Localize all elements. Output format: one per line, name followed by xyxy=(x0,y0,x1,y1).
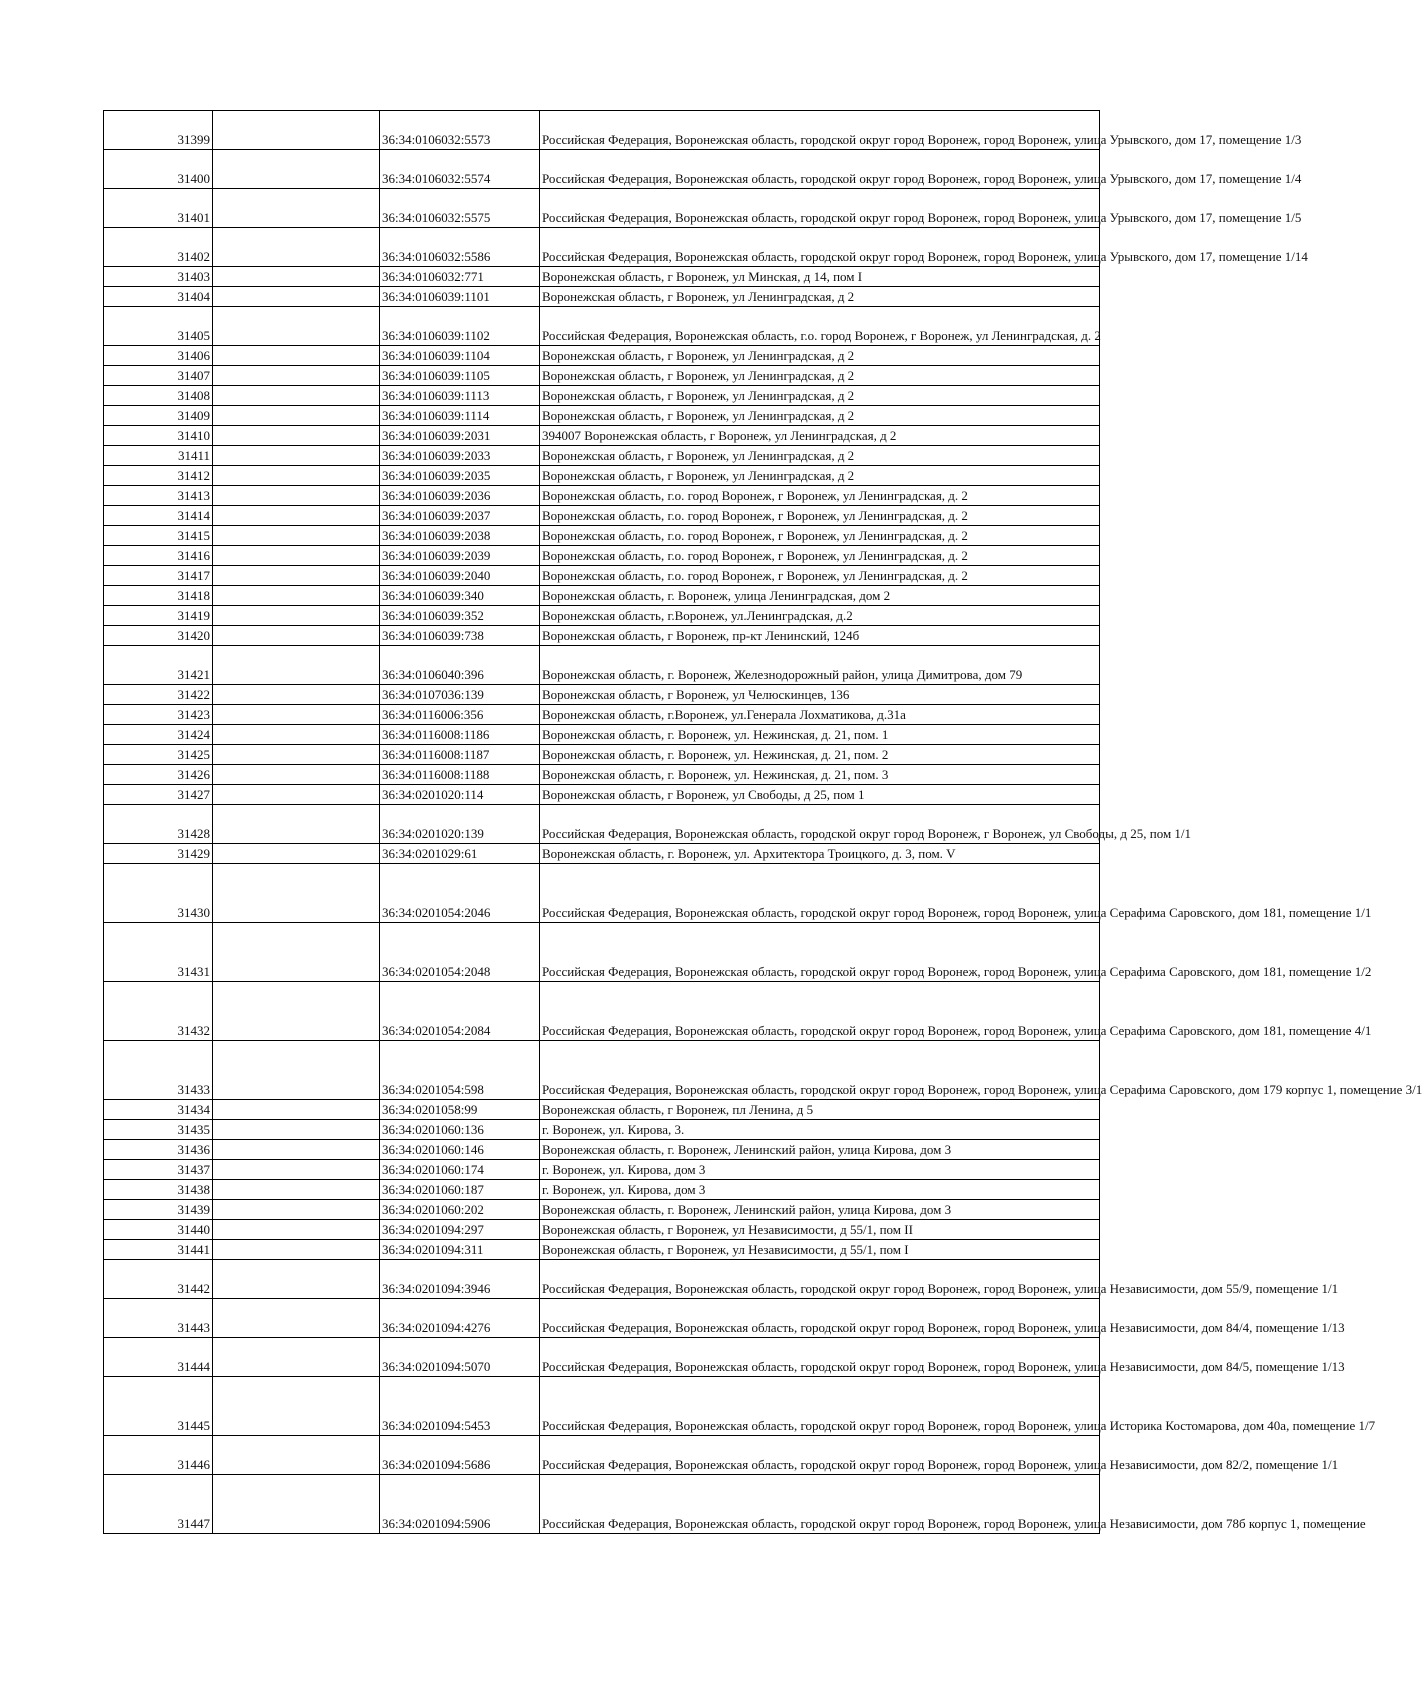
table-row xyxy=(104,346,1100,366)
address: Воронежская область, г. Воронеж, ул. Нежинская, д. 21, пом. 1 xyxy=(540,725,1100,745)
table-row xyxy=(104,1220,1100,1240)
address: Воронежская область, г Воронеж, ул Независимости, д 55/1, пом I xyxy=(540,1240,1100,1260)
empty-cell xyxy=(213,1260,380,1299)
row-number: 31440 xyxy=(104,1220,213,1240)
cadastral-number: 36:34:0106039:1114 xyxy=(380,406,540,426)
table-row xyxy=(104,685,1100,705)
address: Воронежская область, г. Воронеж, ул. Нежинская, д. 21, пом. 2 xyxy=(540,745,1100,765)
table-row xyxy=(104,1377,1100,1436)
row-number: 31404 xyxy=(104,287,213,307)
row-number: 31418 xyxy=(104,586,213,606)
cadastral-number: 36:34:0201054:598 xyxy=(380,1041,540,1100)
table-row xyxy=(104,1200,1100,1220)
address: Российская Федерация, Воронежская область, городской округ город Воронеж, г Воронеж, ул Свободы, д 25, пом 1/1 xyxy=(540,805,1100,844)
address: Российская Федерация, Воронежская область, городской округ город Воронеж, город Воронеж, улица Независимости, дом 82/2, помещение 1/1 xyxy=(540,1436,1100,1475)
cadastral-number: 36:34:0106039:2036 xyxy=(380,486,540,506)
empty-cell xyxy=(213,626,380,646)
address: Воронежская область, г Воронеж, ул Ленинградская, д 2 xyxy=(540,366,1100,386)
address: Российская Федерация, Воронежская область, городской округ город Воронеж, город Воронеж, улица Серафима Саровского, дом 179 корпус 1, помещение 3/1 xyxy=(540,1041,1100,1100)
cadastral-number: 36:34:0106039:1104 xyxy=(380,346,540,366)
cadastral-number: 36:34:0106039:2040 xyxy=(380,566,540,586)
table-row xyxy=(104,1436,1100,1475)
empty-cell xyxy=(213,586,380,606)
cadastral-number: 36:34:0106032:5574 xyxy=(380,150,540,189)
cadastral-number: 36:34:0201060:146 xyxy=(380,1140,540,1160)
cadastral-number: 36:34:0106032:5575 xyxy=(380,189,540,228)
address: г. Воронеж, ул. Кирова, дом 3 xyxy=(540,1180,1100,1200)
cadastral-number: 36:34:0201054:2048 xyxy=(380,923,540,982)
table-row xyxy=(104,606,1100,626)
table-row xyxy=(104,805,1100,844)
table-row xyxy=(104,1160,1100,1180)
row-number: 31424 xyxy=(104,725,213,745)
row-number: 31427 xyxy=(104,785,213,805)
cadastral-number: 36:34:0106039:1102 xyxy=(380,307,540,346)
cadastral-number: 36:34:0201060:187 xyxy=(380,1180,540,1200)
cadastral-number: 36:34:0106039:2031 xyxy=(380,426,540,446)
cadastral-number: 36:34:0106039:2038 xyxy=(380,526,540,546)
row-number: 31425 xyxy=(104,745,213,765)
cadastral-number: 36:34:0106039:2039 xyxy=(380,546,540,566)
row-number: 31430 xyxy=(104,864,213,923)
empty-cell xyxy=(213,606,380,626)
row-number: 31442 xyxy=(104,1260,213,1299)
empty-cell xyxy=(213,1180,380,1200)
table-row xyxy=(104,1260,1100,1299)
table-row xyxy=(104,426,1100,446)
row-number: 31415 xyxy=(104,526,213,546)
address: Воронежская область, г.Воронеж, ул.Генерала Лохматикова, д.31а xyxy=(540,705,1100,725)
address: Воронежская область, г.о. город Воронеж, г Воронеж, ул Ленинградская, д. 2 xyxy=(540,506,1100,526)
cadastral-number: 36:34:0201094:297 xyxy=(380,1220,540,1240)
cadastral-number: 36:34:0201029:61 xyxy=(380,844,540,864)
address: Воронежская область, г. Воронеж, ул. Нежинская, д. 21, пом. 3 xyxy=(540,765,1100,785)
address: Российская Федерация, Воронежская область, городской округ город Воронеж, город Воронеж, улица Урывского, дом 17, помещение 1/14 xyxy=(540,228,1100,267)
address: Воронежская область, г.Воронеж, ул.Ленинградская, д.2 xyxy=(540,606,1100,626)
cadastral-number: 36:34:0106032:771 xyxy=(380,267,540,287)
address: Воронежская область, г. Воронеж, ул. Архитектора Троицкого, д. 3, пом. V xyxy=(540,844,1100,864)
table-row xyxy=(104,546,1100,566)
empty-cell xyxy=(213,1436,380,1475)
empty-cell xyxy=(213,805,380,844)
cadastral-number: 36:34:0201020:114 xyxy=(380,785,540,805)
row-number: 31433 xyxy=(104,1041,213,1100)
row-number: 31439 xyxy=(104,1200,213,1220)
address: Воронежская область, г Воронеж, ул Независимости, д 55/1, пом II xyxy=(540,1220,1100,1240)
table-row xyxy=(104,586,1100,606)
address: Воронежская область, г Воронеж, ул Ленинградская, д 2 xyxy=(540,406,1100,426)
empty-cell xyxy=(213,982,380,1041)
table-row xyxy=(104,725,1100,745)
table-row xyxy=(104,765,1100,785)
row-number: 31421 xyxy=(104,646,213,685)
table-row xyxy=(104,646,1100,685)
row-number: 31447 xyxy=(104,1475,213,1534)
empty-cell xyxy=(213,685,380,705)
row-number: 31403 xyxy=(104,267,213,287)
cadastral-number: 36:34:0201058:99 xyxy=(380,1100,540,1120)
empty-cell xyxy=(213,844,380,864)
cadastral-number: 36:34:0201020:139 xyxy=(380,805,540,844)
address: Воронежская область, г Воронеж, ул Ленинградская, д 2 xyxy=(540,446,1100,466)
cadastral-number: 36:34:0106032:5586 xyxy=(380,228,540,267)
empty-cell xyxy=(213,1100,380,1120)
row-number: 31428 xyxy=(104,805,213,844)
address: Российская Федерация, Воронежская область, городской округ город Воронеж, город Воронеж, улица Независимости, дом 78б корпус 1, помещение xyxy=(540,1475,1100,1534)
cadastral-number: 36:34:0201094:5906 xyxy=(380,1475,540,1534)
row-number: 31414 xyxy=(104,506,213,526)
table-row xyxy=(104,1140,1100,1160)
empty-cell xyxy=(213,1299,380,1338)
empty-cell xyxy=(213,506,380,526)
row-number: 31410 xyxy=(104,426,213,446)
cadastral-number: 36:34:0107036:139 xyxy=(380,685,540,705)
cadastral-number: 36:34:0106039:738 xyxy=(380,626,540,646)
address: г. Воронеж, ул. Кирова, 3. xyxy=(540,1120,1100,1140)
empty-cell xyxy=(213,111,380,150)
cadastral-number: 36:34:0106039:340 xyxy=(380,586,540,606)
cadastral-number: 36:34:0106039:1101 xyxy=(380,287,540,307)
table-row xyxy=(104,307,1100,346)
table-row xyxy=(104,287,1100,307)
row-number: 31435 xyxy=(104,1120,213,1140)
address: Воронежская область, г.о. город Воронеж, г Воронеж, ул Ленинградская, д. 2 xyxy=(540,486,1100,506)
row-number: 31401 xyxy=(104,189,213,228)
cadastral-number: 36:34:0106039:352 xyxy=(380,606,540,626)
address: Российская Федерация, Воронежская область, городской округ город Воронеж, город Воронеж, улица Урывского, дом 17, помещение 1/5 xyxy=(540,189,1100,228)
table-row xyxy=(104,982,1100,1041)
address: Воронежская область, г Воронеж, ул Ленинградская, д 2 xyxy=(540,346,1100,366)
table-row xyxy=(104,406,1100,426)
address: Воронежская область, г. Воронеж, улица Ленинградская, дом 2 xyxy=(540,586,1100,606)
cadastral-number: 36:34:0201094:311 xyxy=(380,1240,540,1260)
row-number: 31445 xyxy=(104,1377,213,1436)
table-row xyxy=(104,785,1100,805)
empty-cell xyxy=(213,725,380,745)
empty-cell xyxy=(213,150,380,189)
empty-cell xyxy=(213,765,380,785)
cadastral-number: 36:34:0116008:1186 xyxy=(380,725,540,745)
empty-cell xyxy=(213,189,380,228)
row-number: 31420 xyxy=(104,626,213,646)
empty-cell xyxy=(213,426,380,446)
cadastral-number: 36:34:0201094:4276 xyxy=(380,1299,540,1338)
address: Воронежская область, г Воронеж, ул Ленинградская, д 2 xyxy=(540,287,1100,307)
table-row xyxy=(104,486,1100,506)
address: Российская Федерация, Воронежская область, городской округ город Воронеж, город Воронеж, улица Серафима Саровского, дом 181, помещение 1/2 xyxy=(540,923,1100,982)
row-number: 31413 xyxy=(104,486,213,506)
table-row xyxy=(104,844,1100,864)
row-number: 31406 xyxy=(104,346,213,366)
empty-cell xyxy=(213,1041,380,1100)
cadastral-number: 36:34:0201094:5070 xyxy=(380,1338,540,1377)
table-row xyxy=(104,111,1100,150)
registry-table-body xyxy=(104,111,1422,1534)
empty-cell xyxy=(213,366,380,386)
empty-cell xyxy=(213,386,380,406)
cadastral-number: 36:34:0106039:1105 xyxy=(380,366,540,386)
empty-cell xyxy=(213,1475,380,1534)
empty-cell xyxy=(213,267,380,287)
cadastral-number: 36:34:0201060:202 xyxy=(380,1200,540,1220)
table-row xyxy=(104,189,1100,228)
empty-cell xyxy=(213,864,380,923)
empty-cell xyxy=(213,446,380,466)
address: Российская Федерация, Воронежская область, городской округ город Воронеж, город Воронеж, улица Серафима Саровского, дом 181, помещение 4/1 xyxy=(540,982,1100,1041)
row-number: 31437 xyxy=(104,1160,213,1180)
address: Российская Федерация, Воронежская область, городской округ город Воронеж, город Воронеж, улица Серафима Саровского, дом 181, помещение 1/1 xyxy=(540,864,1100,923)
row-number: 31431 xyxy=(104,923,213,982)
address: Воронежская область, г Воронеж, пр-кт Ленинский, 124б xyxy=(540,626,1100,646)
empty-cell xyxy=(213,705,380,725)
table-row xyxy=(104,626,1100,646)
row-number: 31411 xyxy=(104,446,213,466)
address: Воронежская область, г Воронеж, ул Свободы, д 25, пом 1 xyxy=(540,785,1100,805)
address: Воронежская область, г. Воронеж, Ленинский район, улица Кирова, дом 3 xyxy=(540,1140,1100,1160)
table-row xyxy=(104,1100,1100,1120)
empty-cell xyxy=(213,307,380,346)
empty-cell xyxy=(213,745,380,765)
cadastral-number: 36:34:0116008:1188 xyxy=(380,765,540,785)
cadastral-number: 36:34:0201094:5453 xyxy=(380,1377,540,1436)
row-number: 31416 xyxy=(104,546,213,566)
address: 394007 Воронежская область, г Воронеж, ул Ленинградская, д 2 xyxy=(540,426,1100,446)
table-row xyxy=(104,923,1100,982)
table-row xyxy=(104,1299,1100,1338)
table-row xyxy=(104,1475,1100,1534)
row-number: 31441 xyxy=(104,1240,213,1260)
address: Воронежская область, г. Воронеж, Железнодорожный район, улица Димитрова, дом 79 xyxy=(540,646,1100,685)
empty-cell xyxy=(213,1220,380,1240)
table-row xyxy=(104,745,1100,765)
address: Воронежская область, г.о. город Воронеж, г Воронеж, ул Ленинградская, д. 2 xyxy=(540,546,1100,566)
empty-cell xyxy=(213,1160,380,1180)
table-row xyxy=(104,228,1100,267)
empty-cell xyxy=(213,1140,380,1160)
empty-cell xyxy=(213,228,380,267)
table-row xyxy=(104,366,1100,386)
table-row xyxy=(104,566,1100,586)
cadastral-number: 36:34:0201094:3946 xyxy=(380,1260,540,1299)
empty-cell xyxy=(213,406,380,426)
address: Российская Федерация, Воронежская область, городской округ город Воронеж, город Воронеж, улица Независимости, дом 84/4, помещение 1/13 xyxy=(540,1299,1100,1338)
cadastral-number: 36:34:0201054:2084 xyxy=(380,982,540,1041)
empty-cell xyxy=(213,526,380,546)
cadastral-number: 36:34:0106039:2035 xyxy=(380,466,540,486)
address: Российская Федерация, Воронежская область, городской округ город Воронеж, город Воронеж, улица Историка Костомарова, дом 40а, помещение 1/7 xyxy=(540,1377,1100,1436)
table-row xyxy=(104,705,1100,725)
table-row xyxy=(104,466,1100,486)
cadastral-number: 36:34:0201060:174 xyxy=(380,1160,540,1180)
empty-cell xyxy=(213,1377,380,1436)
empty-cell xyxy=(213,1338,380,1377)
row-number: 31399 xyxy=(104,111,213,150)
row-number: 31423 xyxy=(104,705,213,725)
cadastral-number: 36:34:0201094:5686 xyxy=(380,1436,540,1475)
row-number: 31402 xyxy=(104,228,213,267)
table-row xyxy=(104,864,1100,923)
empty-cell xyxy=(213,486,380,506)
address: Воронежская область, г.о. город Воронеж, г Воронеж, ул Ленинградская, д. 2 xyxy=(540,566,1100,586)
empty-cell xyxy=(213,1120,380,1140)
table-row xyxy=(104,1120,1100,1140)
row-number: 31429 xyxy=(104,844,213,864)
row-number: 31419 xyxy=(104,606,213,626)
address: Воронежская область, г.о. город Воронеж, г Воронеж, ул Ленинградская, д. 2 xyxy=(540,526,1100,546)
row-number: 31446 xyxy=(104,1436,213,1475)
empty-cell xyxy=(213,646,380,685)
table-row xyxy=(104,506,1100,526)
table-row xyxy=(104,1240,1100,1260)
row-number: 31407 xyxy=(104,366,213,386)
table-row xyxy=(104,446,1100,466)
row-number: 31422 xyxy=(104,685,213,705)
address: Воронежская область, г. Воронеж, Ленинский район, улица Кирова, дом 3 xyxy=(540,1200,1100,1220)
empty-cell xyxy=(213,1200,380,1220)
empty-cell xyxy=(213,546,380,566)
row-number: 31408 xyxy=(104,386,213,406)
row-number: 31417 xyxy=(104,566,213,586)
row-number: 31436 xyxy=(104,1140,213,1160)
empty-cell xyxy=(213,346,380,366)
address: Российская Федерация, Воронежская область, г.о. город Воронеж, г Воронеж, ул Ленинградская, д. 2 xyxy=(540,307,1100,346)
empty-cell xyxy=(213,923,380,982)
cadastral-number: 36:34:0201054:2046 xyxy=(380,864,540,923)
registry-table xyxy=(103,110,1422,1534)
cadastral-number: 36:34:0106039:1113 xyxy=(380,386,540,406)
table-row xyxy=(104,267,1100,287)
empty-cell xyxy=(213,466,380,486)
empty-cell xyxy=(213,1240,380,1260)
cadastral-number: 36:34:0106040:396 xyxy=(380,646,540,685)
row-number: 31438 xyxy=(104,1180,213,1200)
row-number: 31444 xyxy=(104,1338,213,1377)
address: Российская Федерация, Воронежская область, городской округ город Воронеж, город Воронеж, улица Независимости, дом 55/9, помещение 1/1 xyxy=(540,1260,1100,1299)
table-row xyxy=(104,1041,1100,1100)
empty-cell xyxy=(213,287,380,307)
table-row xyxy=(104,386,1100,406)
row-number: 31443 xyxy=(104,1299,213,1338)
address: Российская Федерация, Воронежская область, городской округ город Воронеж, город Воронеж, улица Урывского, дом 17, помещение 1/3 xyxy=(540,111,1100,150)
row-number: 31432 xyxy=(104,982,213,1041)
cadastral-number: 36:34:0201060:136 xyxy=(380,1120,540,1140)
address: Воронежская область, г Воронеж, ул Ленинградская, д 2 xyxy=(540,466,1100,486)
cadastral-number: 36:34:0106039:2033 xyxy=(380,446,540,466)
address: Российская Федерация, Воронежская область, городской округ город Воронеж, город Воронеж, улица Независимости, дом 84/5, помещение 1/13 xyxy=(540,1338,1100,1377)
empty-cell xyxy=(213,785,380,805)
address: г. Воронеж, ул. Кирова, дом 3 xyxy=(540,1160,1100,1180)
address: Воронежская область, г Воронеж, ул Минская, д 14, пом I xyxy=(540,267,1100,287)
row-number: 31409 xyxy=(104,406,213,426)
table-row xyxy=(104,526,1100,546)
row-number: 31412 xyxy=(104,466,213,486)
row-number: 31434 xyxy=(104,1100,213,1120)
cadastral-number: 36:34:0116006:356 xyxy=(380,705,540,725)
empty-cell xyxy=(213,566,380,586)
cadastral-number: 36:34:0106039:2037 xyxy=(380,506,540,526)
table-row xyxy=(104,1338,1100,1377)
table-row xyxy=(104,150,1100,189)
row-number: 31405 xyxy=(104,307,213,346)
address: Воронежская область, г Воронеж, ул Ленинградская, д 2 xyxy=(540,386,1100,406)
cadastral-number: 36:34:0116008:1187 xyxy=(380,745,540,765)
row-number: 31426 xyxy=(104,765,213,785)
cadastral-number: 36:34:0106032:5573 xyxy=(380,111,540,150)
row-number: 31400 xyxy=(104,150,213,189)
table-row xyxy=(104,1180,1100,1200)
address: Российская Федерация, Воронежская область, городской округ город Воронеж, город Воронеж, улица Урывского, дом 17, помещение 1/4 xyxy=(540,150,1100,189)
address: Воронежская область, г Воронеж, ул Челюскинцев, 136 xyxy=(540,685,1100,705)
address: Воронежская область, г Воронеж, пл Ленина, д 5 xyxy=(540,1100,1100,1120)
